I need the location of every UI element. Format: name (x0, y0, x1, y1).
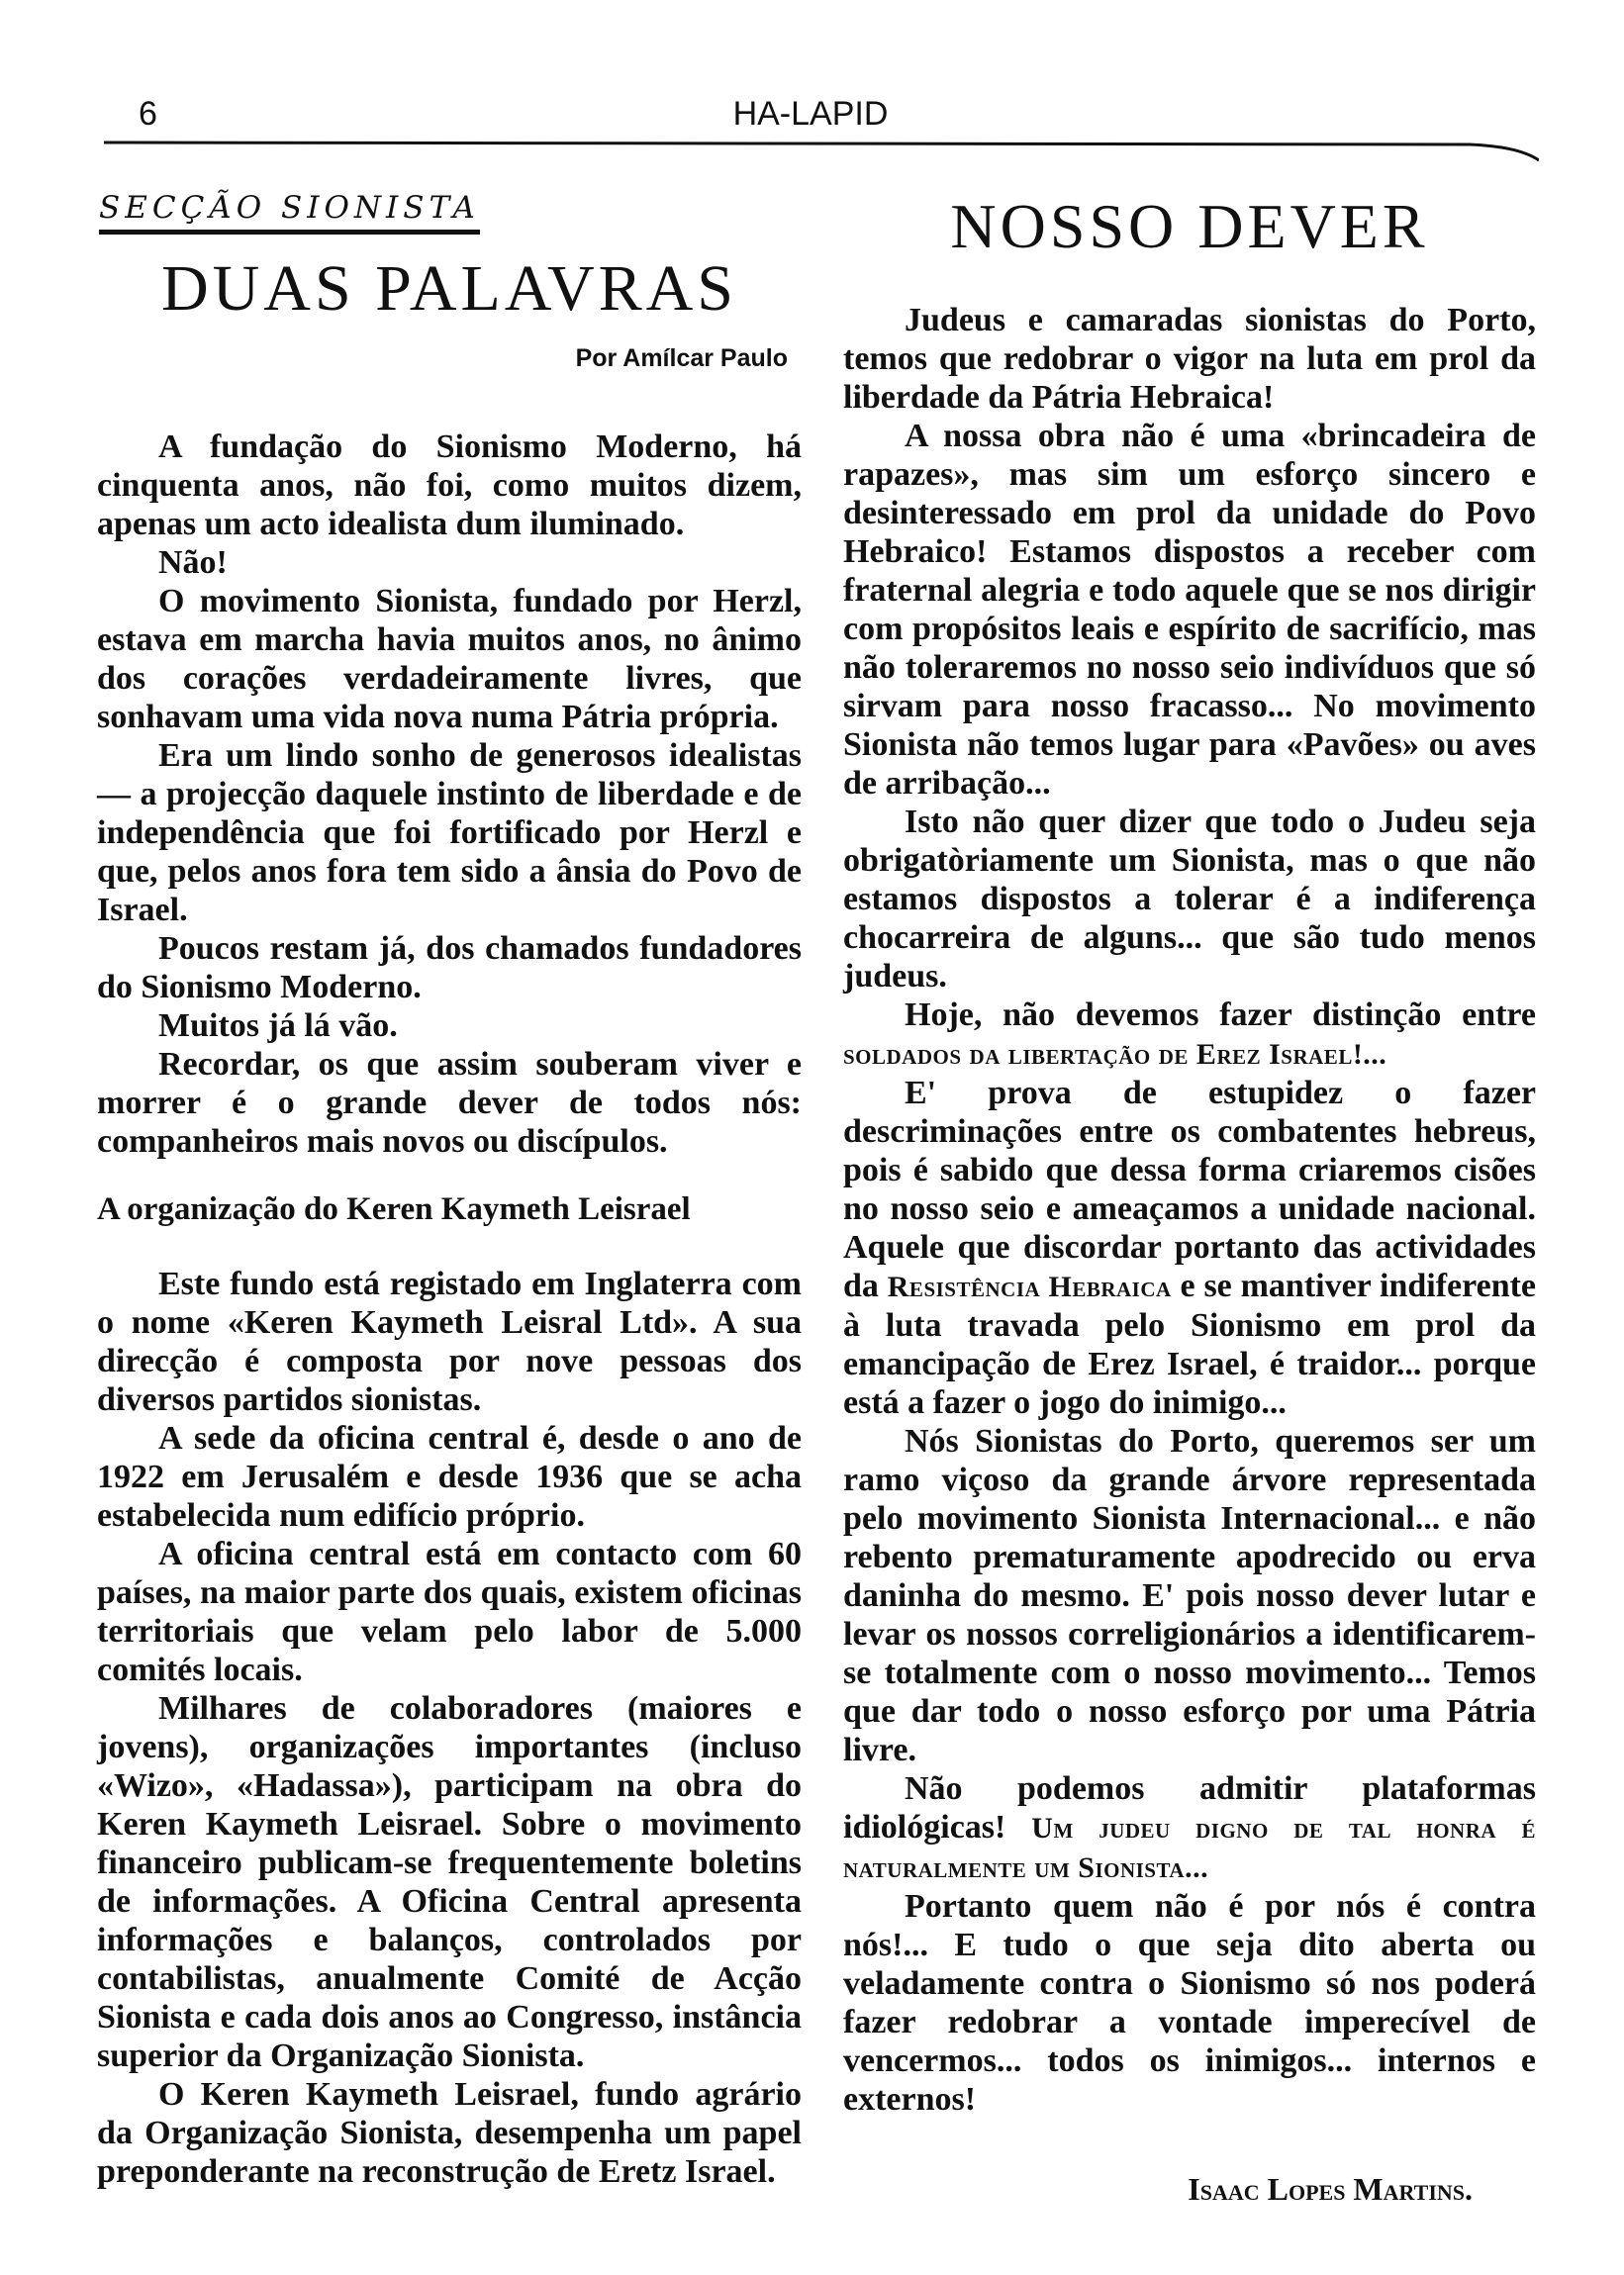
paragraph-text: Hoje, não devemos fazer distinção entre (905, 996, 1536, 1033)
paragraph: Portanto quem não é por nós é contra nós!... E tudo o que seja dito aberta ou veladamente contra o Sionismo só nos poderá fazer redobrar a vontade imperecível de vencermos... todos os inimigos... internos e externos! (843, 1888, 1536, 2118)
paragraph: Judeus e camaradas sionistas do Porto, temos que redobrar o vigor na luta em prol da liberdade da Pátria Hebraica! (843, 302, 1536, 416)
article-title: NOSSO DEVER (950, 191, 1429, 261)
subheading: A organização do Keren Kaymeth Leisrael (97, 1191, 691, 1227)
running-header (103, 95, 1518, 142)
paragraph (843, 995, 1536, 1074)
section-label: SECÇÃO SIONISTA (99, 189, 480, 235)
paragraph: A oficina central está em contacto com 60 países, na maior parte dos quais, existem oficinas territoriais que velam pelo labor de 5.000 comités locais. (97, 1536, 802, 1688)
left-column (97, 188, 802, 2191)
paragraph: Não! (158, 544, 228, 581)
page-number: 6 (139, 95, 157, 133)
author-signature: Isaac Lopes Martins. (1188, 2171, 1473, 2207)
paragraph: A nossa obra não é uma «brincadeira de rapazes», mas sim um esforço sincero e desinteressado em prol da unidade do Povo Hebraico! Estamos dispostos a receber com fraternal alegria e todo aquele que se nos dirigir com propósitos leais e espírito de sacrifício, mas não toleraremos no nosso seio indivíduos que só sirvam para nosso fracasso... No movimento Sionista não temos lugar para «Pavões» ou aves de arribação... (843, 418, 1536, 802)
paragraph: Nós Sionistas do Porto, queremos ser um ramo viçoso da grande árvore representada pelo movimento Sionista Internacional... e não rebento prematuramente apodrecido ou erva daninha do mesmo. E' pois nosso dever lutar e levar os nossos correligionários a identificarem-se totalmente com o nosso movimento... Temos que dar todo o nosso esforço por uma Pátria livre. (843, 1423, 1536, 1768)
paragraph: A sede da oficina central é, desde o ano de 1922 em Jerusalém e desde 1936 que se acha estabelecida num edifício próprio. (97, 1420, 802, 1534)
small-caps-text: Um judeu digno de tal honra é naturalmente um Sionista... (843, 1812, 1536, 1884)
right-column (843, 188, 1536, 2209)
paragraph (843, 1074, 1536, 1422)
article-title: DUAS PALAVRAS (160, 252, 738, 325)
paragraph: Este fundo está registado em Inglaterra com o nome «Keren Kaymeth Leisral Ltd». A sua direcção é composta por nove pessoas dos diversos partidos sionistas. (97, 1266, 802, 1418)
paragraph: Recordar, os que assim souberam viver e morrer é o grande dever de todos nós: companheiros mais novos ou discípulos. (97, 1046, 802, 1160)
small-caps-text: Resistência Hebraica (887, 1271, 1172, 1303)
paragraph: O movimento Sionista, fundado por Herzl, estava em marcha havia muitos anos, no ânimo dos corações verdadeiramente livres, que sonhavam uma vida nova numa Pátria própria. (97, 583, 802, 735)
paragraph: Poucos restam já, dos chamados fundadores do Sionismo Moderno. (97, 930, 802, 1005)
paragraph: A fundação do Sionismo Moderno, há cinquenta anos, não foi, como muitos dizem, apenas um acto idealista dum iluminado. (97, 428, 802, 542)
small-caps-text: soldados da libertação de Erez Israel!... (843, 1038, 1387, 1071)
paragraph-text: E' prova de estupidez o fazer descriminações entre os combatentes hebreus, pois é sabido que dessa forma criaremos cisões no nosso seio e ameaçamos a unidade nacional. Aquele que discordar portanto das actividades da (843, 1075, 1536, 1304)
paragraph-text: e se mantiver indiferente à luta travada pelo Sionismo em prol da emancipação de Erez Israel, é traidor... porque está a fazer o jogo do inimigo... (843, 1268, 1537, 1421)
paragraph (843, 1769, 1536, 1887)
paragraph-text: Não podemos admitir plataformas idiológicas! (843, 1770, 1536, 1846)
paragraph: Milhares de colaboradores (maiores e jovens), organizações importantes (incluso «Wizo», «Hadassa»), participam na obra do Keren Kaymeth Leisrael. Sobre o movimento financeiro publicam-se frequentemente boletins de informações. A Oficina Central apresenta informações e balanços, controlados por contabilistas, anualmente Comité de Acção Sionista e cada dois anos ao Congresso, instância superior da Organização Sionista. (97, 1690, 802, 2074)
byline: Por Amílcar Paulo (575, 344, 788, 372)
paragraph: Muitos já lá vão. (158, 1007, 398, 1044)
header-rule (104, 139, 1539, 162)
paragraph: O Keren Kaymeth Leisrael, fundo agrário da Organização Sionista, desempenha um papel preponderante na reconstrução de Eretz Israel. (97, 2076, 802, 2190)
paragraph: Era um lindo sonho de generosos idealistas — a projecção daquele instinto de liberdade e de independência que foi fortificado por Herzl e que, pelos anos fora tem sido a ânsia do Povo de Israel. (97, 737, 802, 928)
journal-title: HA-LAPID (732, 95, 889, 133)
paragraph: Isto não quer dizer que todo o Judeu seja obrigatòriamente um Sionista, mas o que não estamos dispostos a tolerar é a indiferença chocarreira de alguns... que são tudo menos judeus. (843, 804, 1536, 995)
